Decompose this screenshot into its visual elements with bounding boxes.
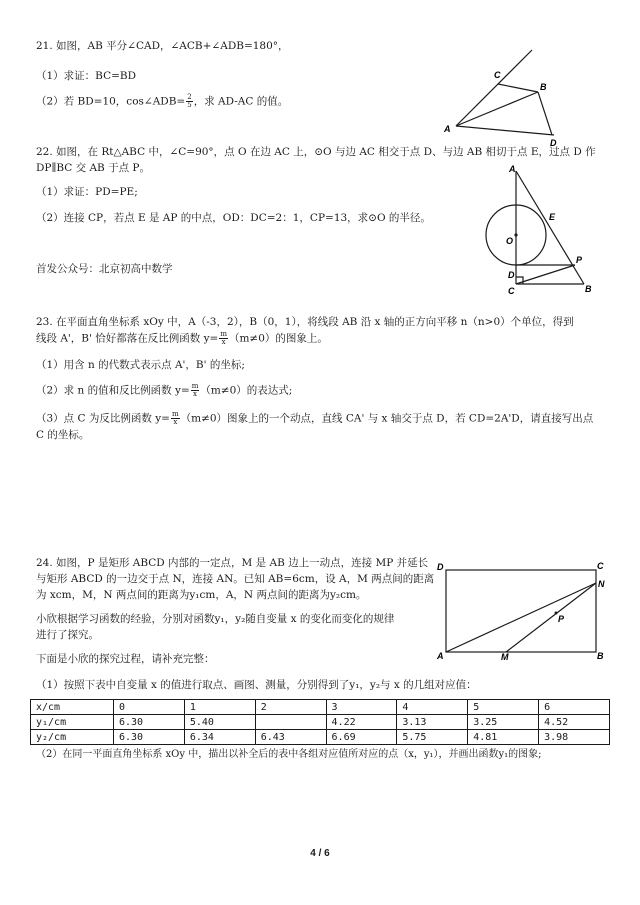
q24-value-table — [30, 699, 610, 745]
q22-label-c: C — [508, 286, 515, 296]
q24-label-m: M — [501, 652, 509, 662]
q22-part1: （1）求证：PD=PE; — [36, 186, 138, 198]
q24-label-n: N — [598, 579, 605, 589]
page-number: 4 / 6 — [310, 848, 330, 859]
table-cell: 3.25 — [468, 715, 539, 730]
table-cell: 2 — [255, 700, 326, 715]
q22-figure — [484, 163, 604, 298]
table-row — [31, 700, 610, 715]
q23-stem-line2: 线段 A'，B' 恰好都落在反比例函数 y= $\frac{m}{x}$ （m≠0）的图象上。 — [36, 330, 328, 346]
q24-para2-line1: 小欣根据学习函数的经验，分别对函数y₁，y₂随自变量 x 的变化而变化的规律 — [36, 613, 395, 625]
q22-part2: （2）连接 CP，若点 E 是 AP 的中点，OD：DC=2：1，CP=13，求⊙O 的半径。 — [36, 212, 431, 224]
q21-fraction: $\frac{2}{5}$ — [187, 93, 192, 109]
table-row — [31, 730, 610, 745]
table-header-cell: y₁/cm — [31, 715, 114, 730]
q21-label-d: D — [550, 138, 557, 148]
table-cell: 5.40 — [184, 715, 255, 730]
q24-figure — [432, 556, 612, 666]
q24-stem-line2: 与矩形 ABCD 的一边交于点 N，连接 AN。已知 AB=6cm，设 A，M 两点间的距离 — [36, 573, 435, 585]
q23-fraction: $\frac{m}{x}$ — [171, 410, 179, 426]
q21-part1: （1）求证：BC=BD — [36, 70, 137, 82]
q24-label-p: P — [558, 614, 565, 624]
q22-stem-line1: 22. 如图，在 Rt△ABC 中，∠C=90°，点 O 在边 AC 上，⊙O 与边 AC 相交于点 D、与边 AB 相切于点 E，过点 D 作 — [36, 146, 596, 158]
q24-stem-line1: 24. 如图，P 是矩形 ABCD 内部的一定点，M 是 AB 边上一动点，连接 MP 并延长 — [36, 557, 429, 569]
table-cell: 6 — [539, 700, 610, 715]
q23-part3-line2: C 的坐标。 — [36, 429, 90, 441]
q24-label-b: B — [597, 651, 604, 661]
q21-part2: （2）若 BD=10，cos∠ADB= $\frac{2}{5}$ ，求 AD-AC 的值。 — [36, 93, 289, 109]
q22-label-a: A — [509, 164, 516, 174]
table-cell: 4 — [397, 700, 468, 715]
q21-label-b: B — [540, 82, 547, 92]
q24-part2: （2）在同一平面直角坐标系 xOy 中，描出以补全后的表中各组对应值所对应的点（x，y₁），并画出函数y₁的图象; — [36, 749, 542, 760]
q22-label-e: E — [549, 212, 556, 222]
q21-figure — [440, 40, 570, 150]
q24-label-d: D — [437, 562, 444, 572]
table-cell: 4.22 — [326, 715, 397, 730]
table-cell: 3.98 — [539, 730, 610, 745]
q22-label-d: D — [508, 270, 515, 280]
table-cell-blank — [255, 715, 326, 730]
q22-label-o: O — [506, 236, 514, 246]
table-cell: 6.30 — [114, 715, 185, 730]
table-cell: 5 — [468, 700, 539, 715]
table-cell: 6.34 — [184, 730, 255, 745]
q24-stem-line3: 为 xcm，M，N 两点间的距离为y₁cm，A，N 两点间的距离为y₂cm。 — [36, 589, 367, 601]
table-cell: 0 — [114, 700, 185, 715]
table-cell: 6.43 — [255, 730, 326, 745]
q24-para2-line2: 进行了探究。 — [36, 629, 99, 641]
q22-source-note: 首发公众号：北京初高中数学 — [36, 263, 173, 275]
table-cell: 6.69 — [326, 730, 397, 745]
table-cell: 5.75 — [397, 730, 468, 745]
q23-part2: （2）求 n 的值和反比例函数 y= $\frac{m}{x}$ （m≠0）的表达式; — [36, 382, 293, 398]
q21-label-a: A — [444, 124, 451, 134]
table-row — [31, 715, 610, 730]
table-cell: 4.52 — [539, 715, 610, 730]
q23-stem-line1: 23. 在平面直角坐标系 xOy 中，A（-3，2），B（0，1），将线段 AB 沿 x 轴的正方向平移 n（n>0）个单位，得到 — [36, 316, 574, 328]
q22-label-p: P — [576, 255, 583, 265]
q23-fraction: $\frac{m}{x}$ — [191, 382, 199, 398]
q21-label-c: C — [494, 70, 501, 80]
table-cell: 6.30 — [114, 730, 185, 745]
table-cell: 4.81 — [468, 730, 539, 745]
q22-stem-line2: DP∥BC 交 AB 于点 P。 — [36, 162, 150, 174]
q21-stem: 21. 如图，AB 平分∠CAD，∠ACB+∠ADB=180°， — [36, 40, 289, 52]
q24-label-c: C — [597, 561, 604, 571]
q23-part3: （3）点 C 为反比例函数 y= $\frac{m}{x}$ （m≠0）图象上的一个动点，直线 CA' 与 x 轴交于点 D，若 CD=2A'D，请直接写出点 — [36, 410, 594, 426]
q24-part1: （1）按照下表中自变量 x 的值进行取点、画图、测量，分别得到了y₁，y₂与 x 的几组对应值： — [36, 679, 477, 691]
table-header-cell: y₂/cm — [31, 730, 114, 745]
q24-para3: 下面是小欣的探究过程，请补充完整： — [36, 653, 215, 665]
table-header-cell: x/cm — [31, 700, 114, 715]
q23-fraction: $\frac{m}{x}$ — [220, 330, 227, 346]
table-cell: 3.13 — [397, 715, 468, 730]
table-cell: 1 — [184, 700, 255, 715]
table-cell: 3 — [326, 700, 397, 715]
q23-part1: （1）用含 n 的代数式表示点 A'，B' 的坐标; — [36, 359, 245, 371]
q22-label-b: B — [585, 284, 592, 294]
q24-label-a: A — [437, 651, 444, 661]
